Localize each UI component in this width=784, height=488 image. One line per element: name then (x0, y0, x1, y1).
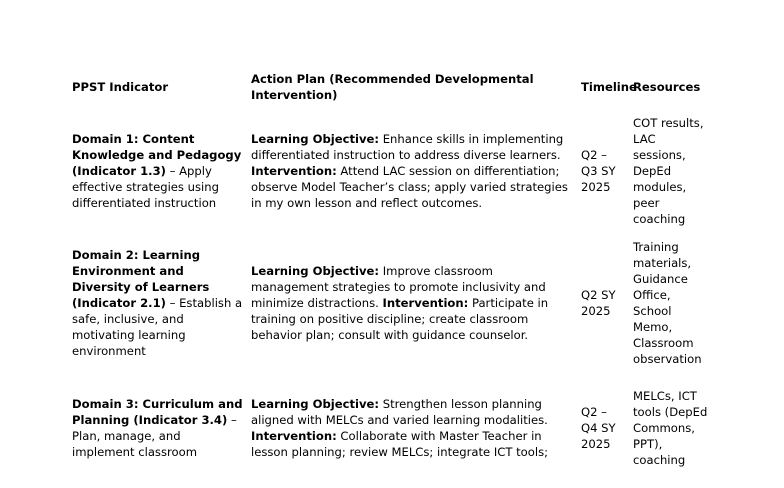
header-ppst-indicator: PPST Indicator (72, 80, 169, 94)
domain-title: Domain 3: Curriculum and Planning (Indicator 3.4) (72, 397, 243, 427)
indicator-text: – Establish a safe, inclusive, and motivating learning environment (72, 296, 243, 358)
objective-text: Improve classroom management strategies to promote inclusivity and minimize distractions. (251, 264, 546, 310)
indicator-text: – Plan, manage, and implement classroom (72, 413, 237, 459)
timeline-cell: Q2 SY 2025 (581, 288, 616, 318)
resources-cell: COT results, LAC sessions, DepEd modules, peer coaching (633, 116, 704, 226)
intervention-text: Participate in training on positive discipline; create classroom behavior plan; consult with guidance counselor. (251, 296, 549, 342)
action-plan-table (68, 70, 714, 488)
indicator-text: – Apply effective strategies using differentiated instruction (72, 164, 219, 210)
indicator-cell (68, 104, 247, 238)
timeline-cell: Q2 – Q3 SY 2025 (581, 148, 616, 194)
intervention-label: Intervention: (251, 429, 337, 443)
header-action-plan: Action Plan (Recommended Developmental Intervention) (251, 72, 534, 102)
resources-cell: MELCs, ICT tools (DepEd Commons, PPT), coaching (633, 389, 708, 467)
header-resources: Resources (633, 80, 701, 94)
domain-title: Domain 1: Content Knowledge and Pedagogy (Indicator 1.3) (72, 132, 242, 178)
action-plan-cell (247, 368, 577, 488)
header-timeline: Timeline (581, 80, 637, 94)
resources-cell: Training materials, Guidance Office, School Memo, Classroom observation (633, 240, 702, 366)
indicator-cell (68, 368, 247, 488)
objective-text: Enhance skills in implementing differentiated instruction to address diverse learners. (251, 132, 564, 162)
table-header-row (68, 70, 714, 104)
intervention-label: Intervention: (382, 296, 469, 310)
table-row (68, 104, 714, 238)
domain-title: Domain 2: Learning Environment and Diversity of Learners (Indicator 2.1) (72, 248, 210, 310)
table-row (68, 368, 714, 488)
objective-text: Strengthen lesson planning aligned with MELCs and varied learning modalities. (251, 397, 548, 427)
intervention-text: Attend LAC session on differentiation; observe Model Teacher’s class; apply varied strategies in my own lesson and reflect outcomes. (251, 164, 568, 210)
objective-label: Learning Objective: (251, 264, 380, 278)
timeline-cell: Q2 – Q4 SY 2025 (581, 405, 616, 451)
action-plan-cell (247, 104, 577, 238)
intervention-text: Collaborate with Master Teacher in lesson planning; review MELCs; integrate ICT tools; (251, 429, 549, 459)
objective-label: Learning Objective: (251, 132, 380, 146)
objective-label: Learning Objective: (251, 397, 380, 411)
intervention-label: Intervention: (251, 164, 337, 178)
table-row (68, 238, 714, 368)
action-plan-cell (247, 238, 577, 368)
indicator-cell (68, 238, 247, 368)
